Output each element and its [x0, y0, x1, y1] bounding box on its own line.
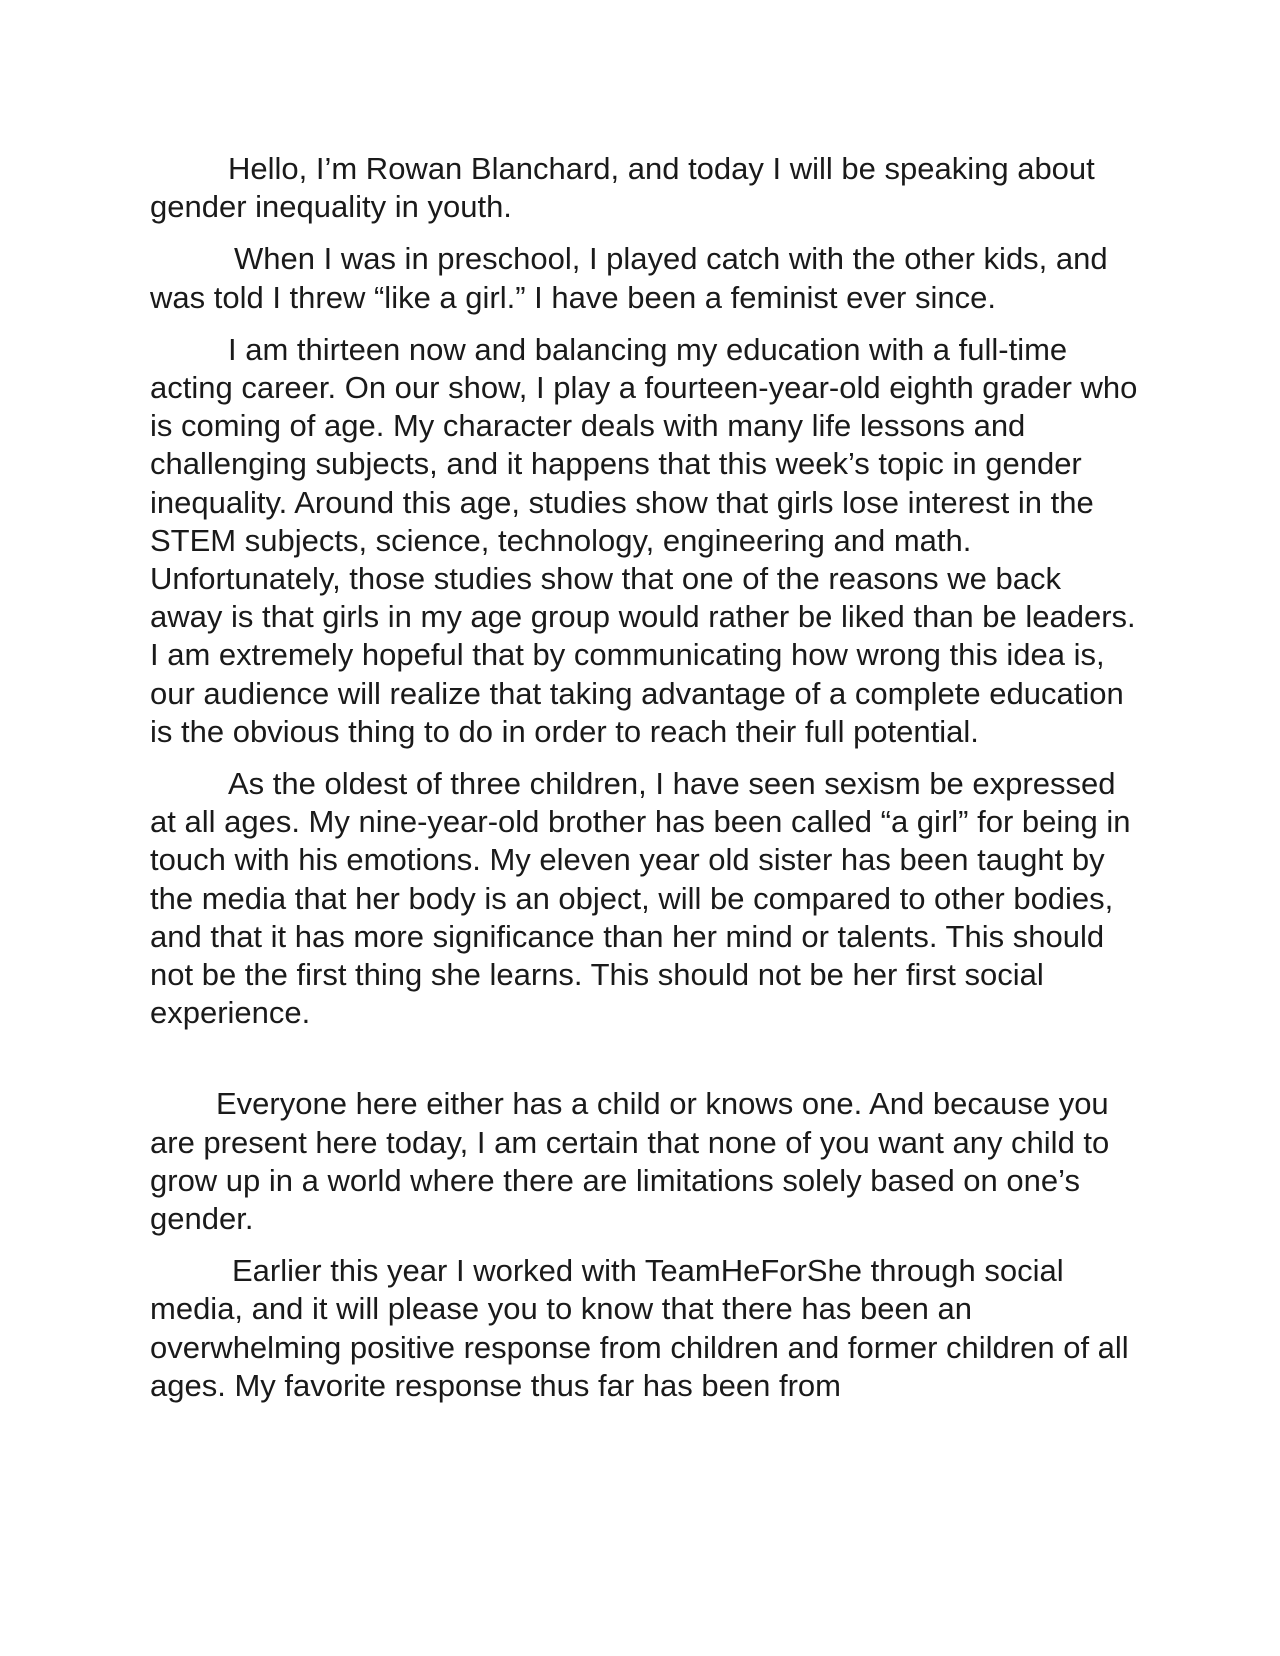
paragraph-acting-career: I am thirteen now and balancing my education with a full-time acting career. On our show, I play a fourteen-year-old eighth grader who is coming of age. My character deals with many life lessons and challenging subjects, and it happens that this week’s topic in gender inequality. Around this age, studies show that girls lose interest in the STEM subjects, science, technology, engineering and math. Unfortunately, those studies show that one of the reasons we back away is that girls in my age group would rather be liked than be leaders. I am extremely hopeful that by communicating how wrong this idea is, our audience will realize that taking advantage of a complete education is the obvious thing to do in order to reach their full potential. — [150, 331, 1138, 749]
paragraph-preschool: When I was in preschool, I played catch with the other kids, and was told I threw “like a girl.” I have been a feminist ever since. — [150, 241, 1108, 315]
paragraph-everyone: Everyone here either has a child or knows one. And because you are present here today, I am certain that none of you want any child to grow up in a world where there are limitations solely based on one’s gender. — [150, 1086, 1110, 1237]
paragraph-teamheforshe: Earlier this year I worked with TeamHeForShe through social media, and it will please you to know that there has been an overwhelming positive response from children and former children of all ages. My favorite response thus far has been from — [150, 1253, 1129, 1403]
paragraph-siblings: As the oldest of three children, I have seen sexism be expressed at all ages. My nine-year-old brother has been called “a girl” for being in touch with his emotions. My eleven year old sister has been taught by the media that her body is an object, will be compared to other bodies, and that it has more significance than her mind or talents. This should not be the first thing she learns. This should not be her first social experience. — [150, 766, 1131, 1031]
speech-text — [150, 150, 1140, 1405]
paragraph-introduction: Hello, I’m Rowan Blanchard, and today I will be speaking about gender inequality in youth. — [150, 151, 1095, 225]
